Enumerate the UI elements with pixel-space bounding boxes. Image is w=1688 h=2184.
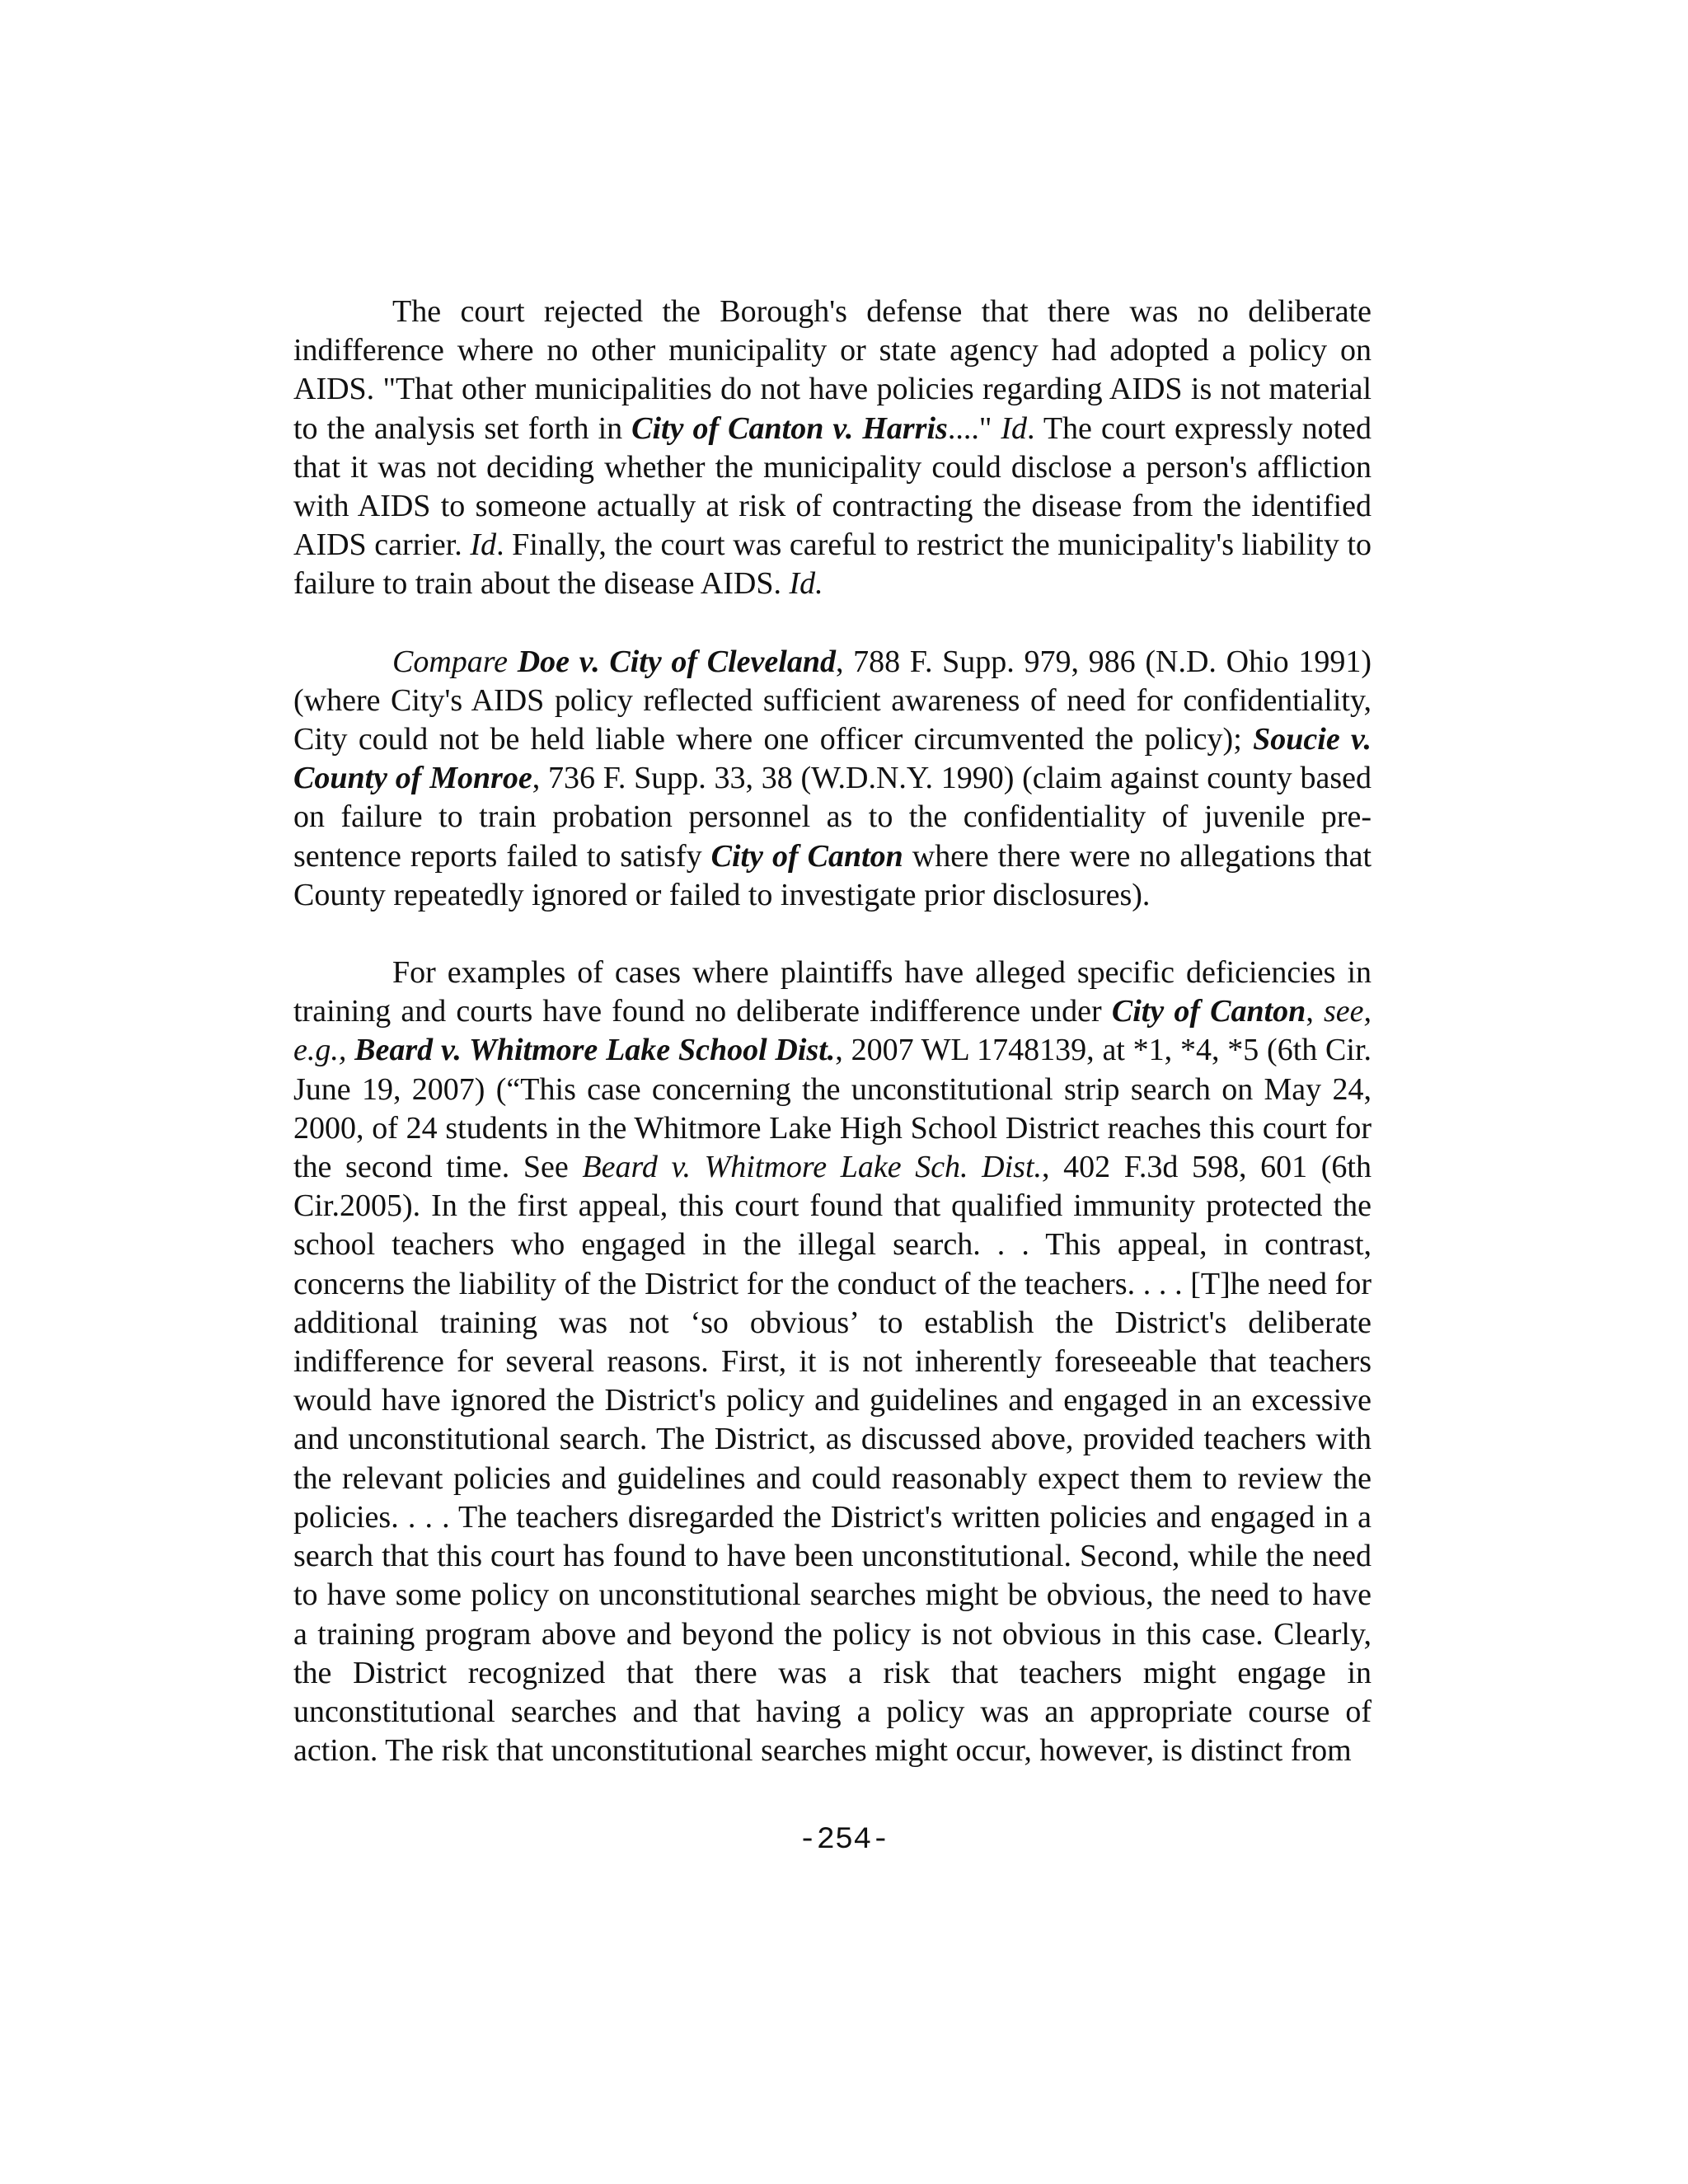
text-run: . Finally, the court was careful to restrict the municipality's liability to failure to train about the disease AIDS. (293, 527, 1372, 602)
paragraph-borough-defense (293, 293, 1372, 604)
text-run: , 788 F. Supp. 979, 986 (N.D. Ohio 1991) (where City's AIDS policy reflected sufficient awareness of need for confidentiality, City could not be held liable where one officer circumvented the policy); (293, 644, 1372, 757)
case-name-citation: Soucie v. County of Monroe (293, 722, 1372, 796)
text-run (346, 1033, 354, 1067)
text-run: , 736 F. Supp. 33, 38 (W.D.N.Y. 1990) (claim against county based on failure to train probation personnel as to the confidentiality of juvenile pre-sentence reports failed to satisfy (293, 761, 1372, 874)
case-name-citation: City of Canton (710, 838, 903, 874)
text-run: . The court expressly noted that it was not deciding whether the municipality could disclose a person's affliction with AIDS to someone actually at risk of contracting the disease from the identified AIDS carrier. (293, 410, 1372, 563)
text-run: The court rejected the Borough's defense that there was no deliberate indifference where no other municipality or state agency had adopted a policy on AIDS. "That other municipalities do not have policies regarding AIDS is not material to the analysis set forth in (293, 294, 1372, 446)
page-number: -254- (798, 1823, 890, 1858)
italic-text: Beard v. Whitmore Lake Sch. Dist. (582, 1150, 1043, 1185)
text-run: , 2007 WL 1748139, at *1, *4, *5 (6th Cir. June 19, 2007) (“This case concerning the unconstitutional strip search on May 24, 2000, of 24 students in the Whitmore Lake High School District reaches this court for the second time. See (293, 1033, 1372, 1185)
case-name-citation: City of Canton v. Harris (631, 410, 948, 446)
paragraph-training-examples (293, 954, 1372, 1770)
case-name-citation: Doe v. City of Cleveland (517, 644, 836, 679)
text-run: where there were no allegations that County repeatedly ignored or failed to investigate prior disclosures). (293, 838, 1372, 912)
italic-text: Id (470, 527, 497, 563)
case-name-citation: Beard v. Whitmore Lake School Dist. (354, 1033, 836, 1068)
case-name-citation: City of Canton (1111, 994, 1306, 1029)
italic-text: see, e.g., (293, 994, 1372, 1068)
italic-text: Id. (789, 566, 823, 602)
paragraph-compare-citations (293, 643, 1372, 915)
italic-text: Compare (392, 644, 518, 679)
italic-text: Id (1001, 410, 1028, 446)
text-run: For examples of cases where plaintiffs have alleged specific deficiencies in training and courts have found no deliberate indifference under (293, 955, 1372, 1029)
text-run: , (1306, 994, 1324, 1029)
text-run: ...." (947, 410, 1001, 446)
document-body (293, 293, 1372, 1809)
text-run: , 402 F.3d 598, 601 (6th Cir.2005). In the first appeal, this court found that qualified immunity protected the school teachers who engaged in the illegal search. . . This appeal, in contrast, concerns the liability of the District for the conduct of the teachers. . . . [T]he need for additional training was not ‘so obvious’ to establish the District's deliberate indifference for several reasons. First, it is not inherently foreseeable that teachers would have ignored the District's policy and guidelines and engaged in an excessive and unconstitutional search. The District, as discussed above, provided teachers with the relevant policies and guidelines and could reasonably expect them to review the policies. . . . The teachers disregarded the District's written policies and engaged in a search that this court has found to have been unconstitutional. Second, while the need to have some policy on unconstitutional searches might be obvious, the need to have a training program above and beyond the policy is not obvious in this case. Clearly, the District recognized that there was a risk that teachers might engage in unconstitutional searches and that having a policy was an appropriate course of action. The risk that unconstitutional searches might occur, however, is distinct from (293, 1150, 1372, 1769)
